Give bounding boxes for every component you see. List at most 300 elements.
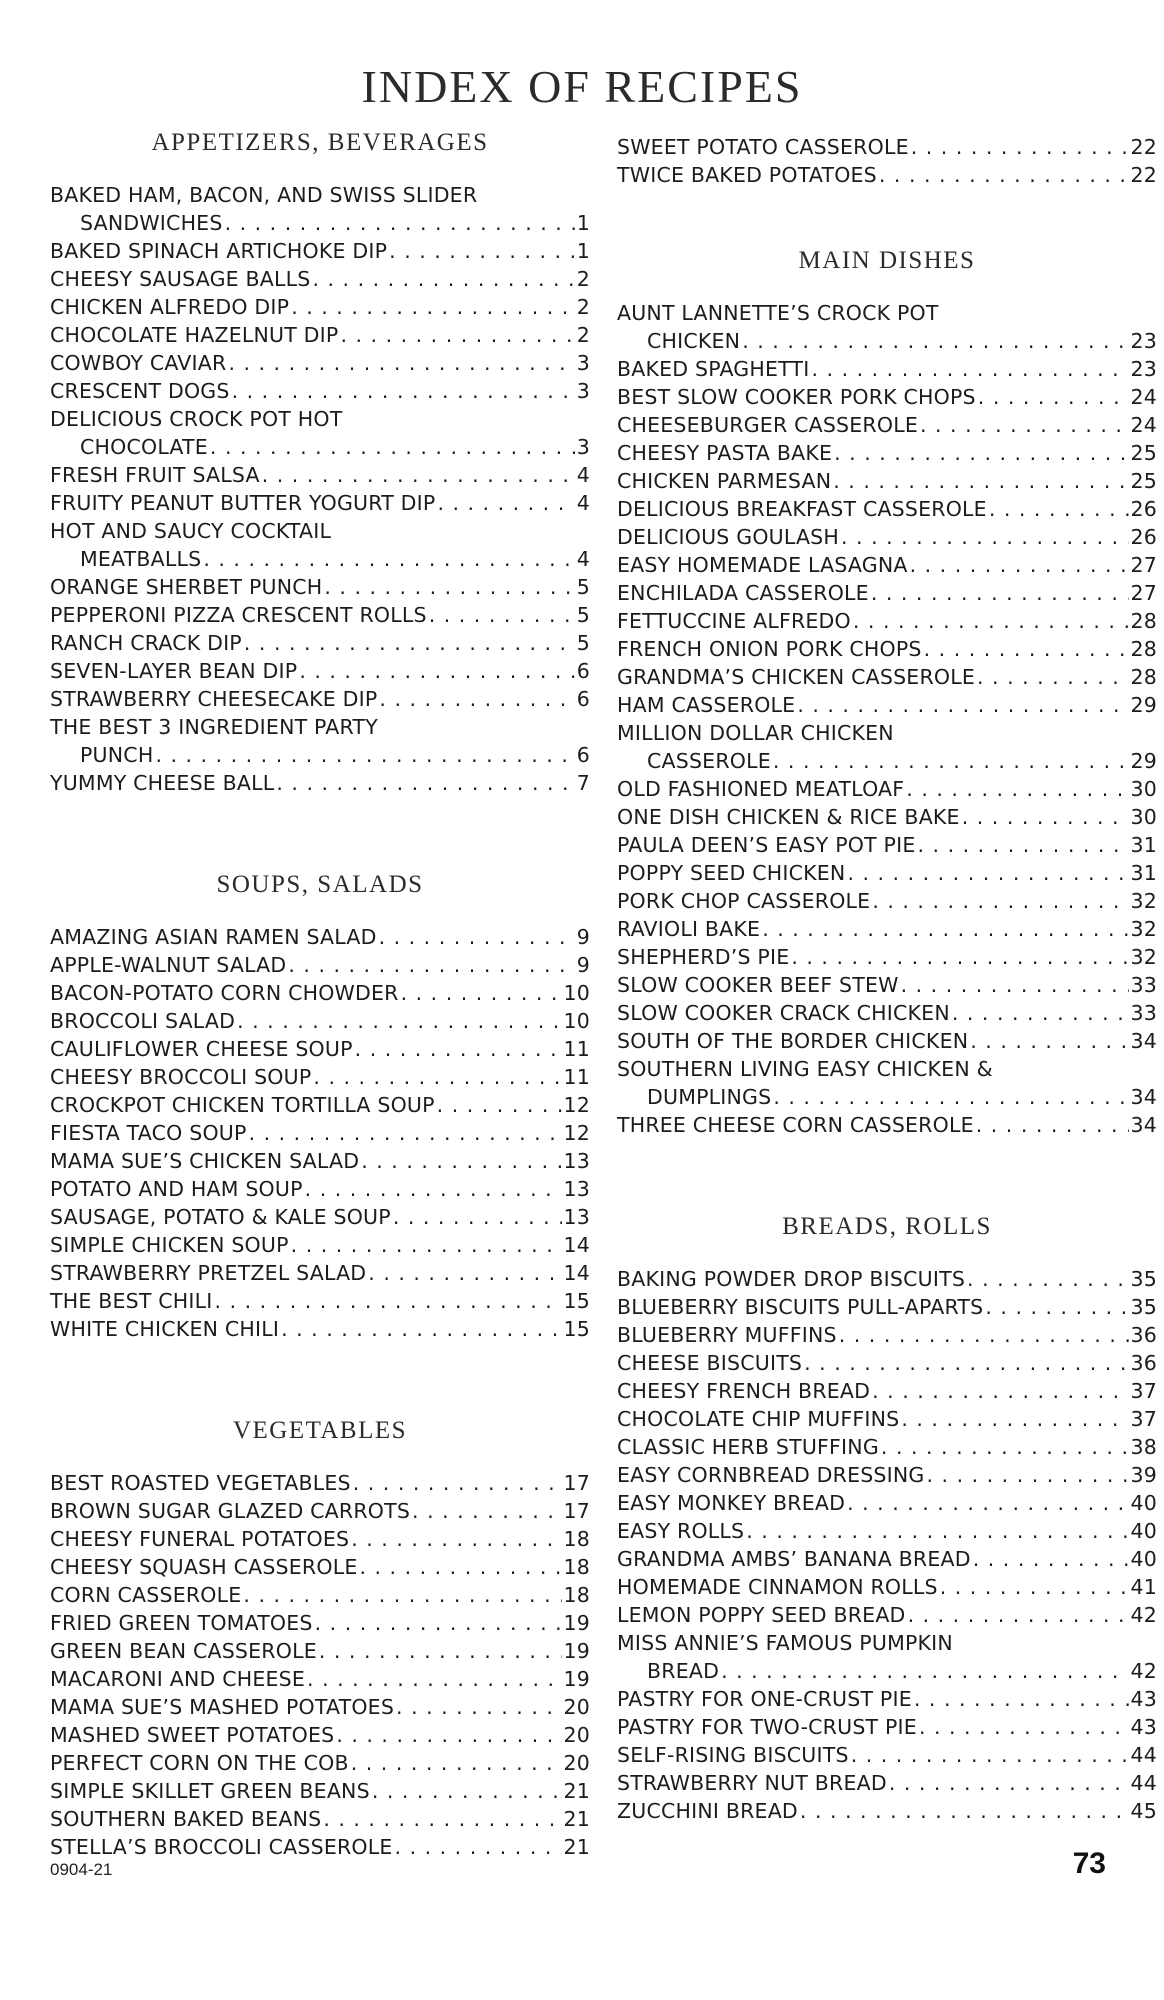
dot-leader <box>920 411 1129 439</box>
index-entry <box>617 161 1157 189</box>
dot-leader <box>847 859 1128 887</box>
index-entry <box>50 769 590 797</box>
index-entry <box>50 685 590 713</box>
index-entry <box>50 237 590 265</box>
entry-page-number: 7 <box>576 771 590 795</box>
dot-leader <box>323 1805 561 1833</box>
entry-page-number: 18 <box>563 1527 590 1551</box>
entry-page-number: 32 <box>1130 917 1157 941</box>
dot-leader <box>871 579 1129 607</box>
entry-page-number: 9 <box>576 953 590 977</box>
index-entry <box>50 1119 590 1147</box>
entry-name: ZUCCHINI BREAD <box>617 1799 798 1823</box>
dot-leader <box>361 1147 561 1175</box>
entry-page-number: 6 <box>576 659 590 683</box>
dot-leader <box>393 1203 562 1231</box>
dot-leader <box>291 1231 562 1259</box>
entry-page-number: 10 <box>563 1009 590 1033</box>
entry-name: CHICKEN ALFREDO DIP <box>50 295 290 319</box>
dot-leader <box>804 1349 1128 1377</box>
index-entry <box>50 1287 590 1315</box>
entry-page-number: 29 <box>1130 749 1157 773</box>
entry-name: SELF-RISING BISCUITS <box>617 1743 849 1767</box>
section-heading: MAIN DISHES <box>798 247 976 274</box>
entry-name: DELICIOUS BREAKFAST CASSEROLE <box>617 497 987 521</box>
entry-page-number: 25 <box>1130 441 1157 465</box>
entry-name: GRANDMA’S CHICKEN CASSEROLE <box>617 665 976 689</box>
entry-name: YUMMY CHEESE BALL <box>50 771 275 795</box>
entry-page-number: 35 <box>1130 1295 1157 1319</box>
entry-page-number: 43 <box>1130 1687 1157 1711</box>
entry-page-number: 32 <box>1130 945 1157 969</box>
index-entry <box>617 1517 1157 1545</box>
entry-page-number: 12 <box>563 1093 590 1117</box>
index-entry <box>617 1573 1157 1601</box>
entry-name: TWICE BAKED POTATOES <box>617 163 877 187</box>
entry-name: CRESCENT DOGS <box>50 379 230 403</box>
index-entry <box>50 923 590 951</box>
entry-list <box>50 181 590 797</box>
dot-leader <box>742 327 1128 355</box>
dot-leader <box>313 1063 561 1091</box>
entry-page-number: 11 <box>563 1065 590 1089</box>
entry-name: BAKED SPINACH ARTICHOKE DIP <box>50 239 388 263</box>
index-entry <box>617 551 1157 579</box>
index-entry <box>50 1749 590 1777</box>
dot-leader <box>396 1693 561 1721</box>
index-entry <box>50 1175 590 1203</box>
entry-name: CHEESY PASTA BAKE <box>617 441 833 465</box>
entry-page-number: 21 <box>563 1807 590 1831</box>
entry-name: OLD FASHIONED MEATLOAF <box>617 777 905 801</box>
entry-name: EASY CORNBREAD DRESSING <box>617 1463 925 1487</box>
section-appetizers-beverages <box>50 125 590 797</box>
entry-name: SOUTHERN BAKED BEANS <box>50 1807 322 1831</box>
entry-name: THREE CHEESE CORN CASSEROLE <box>617 1113 974 1137</box>
entry-name: FRESH FRUIT SALSA <box>50 463 260 487</box>
entry-page-number: 38 <box>1130 1435 1157 1459</box>
dot-leader <box>437 489 574 517</box>
entry-page-number: 20 <box>563 1695 590 1719</box>
entry-page-number: 41 <box>1130 1575 1157 1599</box>
entry-name: EASY ROLLS <box>617 1519 745 1543</box>
index-entry <box>50 1665 590 1693</box>
dot-leader <box>351 1749 562 1777</box>
entry-page-number: 20 <box>563 1723 590 1747</box>
dot-leader <box>307 1665 561 1693</box>
index-entry <box>50 601 590 629</box>
dot-leader <box>243 1581 561 1609</box>
index-entry <box>617 383 1157 411</box>
entry-name: BLUEBERRY BISCUITS PULL-APARTS <box>617 1295 984 1319</box>
entry-name: FRENCH ONION PORK CHOPS <box>617 637 922 661</box>
entry-page-number: 9 <box>576 925 590 949</box>
entry-page-number: 3 <box>576 435 590 459</box>
entry-page-number: 44 <box>1130 1743 1157 1767</box>
index-entry <box>50 181 590 237</box>
entry-name: CHEESEBURGER CASSEROLE <box>617 413 918 437</box>
dot-leader <box>773 747 1129 775</box>
section-heading: SOUPS, SALADS <box>216 871 424 898</box>
entry-page-number: 2 <box>576 323 590 347</box>
entry-name: CHICKEN <box>647 329 741 353</box>
section-vegetables <box>50 1413 590 1861</box>
entry-name: DUMPLINGS <box>647 1085 772 1109</box>
index-entry <box>617 133 1157 161</box>
entry-page-number: 22 <box>1130 135 1157 159</box>
entry-name: FRUITY PEANUT BUTTER YOGURT DIP <box>50 491 436 515</box>
index-entry <box>617 635 1157 663</box>
entry-name: GREEN BEAN CASSEROLE <box>50 1639 317 1663</box>
dot-leader <box>215 1287 562 1315</box>
index-entry <box>617 1405 1157 1433</box>
entry-name: BACON-POTATO CORN CHOWDER <box>50 981 399 1005</box>
entry-name: DELICIOUS GOULASH <box>617 525 840 549</box>
dot-leader <box>791 943 1128 971</box>
entry-name: ORANGE SHERBET PUNCH <box>50 575 323 599</box>
index-entry <box>50 657 590 685</box>
dot-leader <box>851 1741 1129 1769</box>
dot-leader <box>924 635 1129 663</box>
entry-name: CHEESY SAUSAGE BALLS <box>50 267 311 291</box>
entry-list <box>50 1469 590 1861</box>
entry-page-number: 18 <box>563 1555 590 1579</box>
entry-name: CASSEROLE <box>647 749 771 773</box>
index-entry <box>617 775 1157 803</box>
dot-leader <box>395 1833 562 1861</box>
entry-page-number: 3 <box>576 379 590 403</box>
entry-page-number: 19 <box>563 1639 590 1663</box>
entry-page-number: 24 <box>1130 385 1157 409</box>
dot-leader <box>812 355 1129 383</box>
entry-name: MACARONI AND CHEESE <box>50 1667 306 1691</box>
dot-leader <box>232 377 575 405</box>
entry-name: MEATBALLS <box>80 547 202 571</box>
entry-name: EASY HOMEMADE LASAGNA <box>617 553 908 577</box>
dot-leader <box>299 657 574 685</box>
index-entry <box>617 943 1157 971</box>
entry-page-number: 37 <box>1130 1407 1157 1431</box>
entry-title-line: MISS ANNIE’S FAMOUS PUMPKIN <box>617 1631 953 1655</box>
entry-name: BREAD <box>647 1659 720 1683</box>
entry-page-number: 27 <box>1130 553 1157 577</box>
dot-leader <box>910 551 1129 579</box>
dot-leader <box>762 915 1128 943</box>
dot-leader <box>914 1685 1129 1713</box>
entry-name: STRAWBERRY PRETZEL SALAD <box>50 1261 367 1285</box>
entry-name: CHEESE BISCUITS <box>617 1351 803 1375</box>
index-entry <box>617 915 1157 943</box>
entry-page-number: 18 <box>563 1583 590 1607</box>
entry-list-continued <box>617 133 1157 189</box>
entry-page-number: 17 <box>563 1499 590 1523</box>
dot-leader <box>368 1259 561 1287</box>
entry-name: RAVIOLI BAKE <box>617 917 761 941</box>
index-entry <box>617 1027 1157 1055</box>
entry-page-number: 40 <box>1130 1547 1157 1571</box>
entry-name: CHEESY SQUASH CASSEROLE <box>50 1555 358 1579</box>
entry-name: SIMPLE CHICKEN SOUP <box>50 1233 289 1257</box>
entry-page-number: 10 <box>563 981 590 1005</box>
dot-leader <box>839 1321 1129 1349</box>
index-entry <box>617 579 1157 607</box>
index-entry <box>617 1741 1157 1769</box>
entry-name: SANDWICHES <box>80 211 223 235</box>
entry-page-number: 1 <box>576 211 590 235</box>
dot-leader <box>276 769 574 797</box>
dot-leader <box>927 1461 1129 1489</box>
entry-title-line: DELICIOUS CROCK POT HOT <box>50 407 343 431</box>
dot-leader <box>351 1525 561 1553</box>
section-main-dishes <box>617 243 1157 1139</box>
entry-name: SEVEN-LAYER BEAN DIP <box>50 659 298 683</box>
index-entry <box>50 1609 590 1637</box>
entry-name: BAKED SPAGHETTI <box>617 357 810 381</box>
entry-name: CHICKEN PARMESAN <box>617 469 832 493</box>
entry-page-number: 13 <box>563 1177 590 1201</box>
dot-leader <box>305 1175 562 1203</box>
entry-name: POTATO AND HAM SOUP <box>50 1177 303 1201</box>
index-entry <box>617 887 1157 915</box>
entry-page-number: 35 <box>1130 1267 1157 1291</box>
entry-name: SOUTH OF THE BORDER CHICKEN <box>617 1029 969 1053</box>
entry-page-number: 26 <box>1130 525 1157 549</box>
entry-title-line: THE BEST 3 INGREDIENT PARTY <box>50 715 378 739</box>
entry-page-number: 4 <box>576 463 590 487</box>
entry-page-number: 31 <box>1130 833 1157 857</box>
entry-name: POPPY SEED CHICKEN <box>617 861 846 885</box>
section-heading: APPETIZERS, BEVERAGES <box>151 129 489 156</box>
right-column <box>617 133 1157 1825</box>
dot-leader <box>872 887 1128 915</box>
index-entry <box>617 1265 1157 1293</box>
dot-leader <box>372 1777 562 1805</box>
entry-page-number: 4 <box>576 491 590 515</box>
entry-name: COWBOY CAVIAR <box>50 351 227 375</box>
dot-leader <box>908 1601 1129 1629</box>
dot-leader <box>901 1405 1128 1433</box>
entry-page-number: 17 <box>563 1471 590 1495</box>
entry-page-number: 5 <box>576 631 590 655</box>
dot-leader <box>401 979 562 1007</box>
entry-page-number: 21 <box>563 1779 590 1803</box>
entry-page-number: 3 <box>576 351 590 375</box>
dot-leader <box>155 741 574 769</box>
entry-page-number: 6 <box>576 687 590 711</box>
entry-page-number: 44 <box>1130 1771 1157 1795</box>
entry-name: LEMON POPPY SEED BREAD <box>617 1603 906 1627</box>
dot-leader <box>210 433 575 461</box>
entry-name: PASTRY FOR TWO-CRUST PIE <box>617 1715 917 1739</box>
entry-page-number: 42 <box>1130 1659 1157 1683</box>
entry-page-number: 28 <box>1130 609 1157 633</box>
left-column <box>50 125 590 1861</box>
entry-page-number: 11 <box>563 1037 590 1061</box>
entry-page-number: 28 <box>1130 665 1157 689</box>
entry-page-number: 43 <box>1130 1715 1157 1739</box>
dot-leader <box>353 1469 562 1497</box>
index-entry <box>617 439 1157 467</box>
entry-page-number: 21 <box>563 1835 590 1859</box>
index-entry <box>617 1629 1157 1685</box>
index-entry <box>50 377 590 405</box>
entry-name: AMAZING ASIAN RAMEN SALAD <box>50 925 377 949</box>
entry-name: ENCHILADA CASSEROLE <box>617 581 869 605</box>
entry-name: CHEESY FRENCH BREAD <box>617 1379 871 1403</box>
entry-page-number: 14 <box>563 1233 590 1257</box>
dot-leader <box>919 1713 1129 1741</box>
index-entry <box>50 573 590 601</box>
section-heading: BREADS, ROLLS <box>782 1213 992 1240</box>
dot-leader <box>746 1517 1128 1545</box>
index-entry <box>50 1553 590 1581</box>
entry-name: ONE DISH CHICKEN & RICE BAKE <box>617 805 960 829</box>
index-entry <box>617 607 1157 635</box>
dot-leader <box>203 545 574 573</box>
entry-page-number: 20 <box>563 1751 590 1775</box>
entry-name: SWEET POTATO CASSEROLE <box>617 135 909 159</box>
dot-leader <box>291 293 575 321</box>
index-entry <box>617 299 1157 355</box>
index-entry <box>50 1581 590 1609</box>
entry-name: SIMPLE SKILLET GREEN BEANS <box>50 1779 370 1803</box>
dot-leader <box>336 1721 561 1749</box>
dot-leader <box>847 1489 1128 1517</box>
index-entry <box>617 1769 1157 1797</box>
entry-name: CORN CASSEROLE <box>50 1583 242 1607</box>
index-entry <box>50 1035 590 1063</box>
entry-page-number: 2 <box>576 295 590 319</box>
index-entry <box>617 411 1157 439</box>
dot-leader <box>978 383 1129 411</box>
entry-page-number: 19 <box>563 1611 590 1635</box>
entry-title-line: SOUTHERN LIVING EASY CHICKEN & <box>617 1057 993 1081</box>
entry-page-number: 40 <box>1130 1491 1157 1515</box>
dot-leader <box>906 775 1128 803</box>
dot-leader <box>225 209 575 237</box>
dot-leader <box>989 495 1129 523</box>
index-entry <box>50 265 590 293</box>
entry-page-number: 4 <box>576 547 590 571</box>
index-entry <box>617 1349 1157 1377</box>
section-breads-rolls <box>617 1209 1157 1825</box>
dot-leader <box>800 1797 1129 1825</box>
index-entry <box>617 859 1157 887</box>
dot-leader <box>834 439 1128 467</box>
dot-leader <box>237 1007 561 1035</box>
entry-list <box>617 1265 1157 1825</box>
dot-leader <box>977 663 1128 691</box>
index-entry <box>617 1321 1157 1349</box>
dot-leader <box>962 803 1129 831</box>
entry-page-number: 23 <box>1130 357 1157 381</box>
dot-leader <box>379 685 574 713</box>
dot-leader <box>244 629 575 657</box>
entry-name: PEPPERONI PIZZA CRESCENT ROLLS <box>50 603 427 627</box>
entry-name: HOMEMADE CINNAMON ROLLS <box>617 1575 938 1599</box>
dot-leader <box>249 1119 562 1147</box>
entry-page-number: 23 <box>1130 329 1157 353</box>
dot-leader <box>872 1377 1128 1405</box>
index-entry <box>50 349 590 377</box>
index-entry <box>50 1525 590 1553</box>
entry-page-number: 33 <box>1130 1001 1157 1025</box>
entry-name: CHEESY FUNERAL POTATOES <box>50 1527 350 1551</box>
entry-name: STRAWBERRY CHEESECAKE DIP <box>50 687 378 711</box>
entry-name: MAMA SUE’S CHICKEN SALAD <box>50 1149 360 1173</box>
entry-name: FRIED GREEN TOMATOES <box>50 1611 313 1635</box>
dot-leader <box>952 999 1129 1027</box>
entry-page-number: 25 <box>1130 469 1157 493</box>
page-number: 73 <box>1072 1847 1106 1880</box>
index-entry <box>617 719 1157 775</box>
dot-leader <box>412 1497 561 1525</box>
dot-leader <box>976 1111 1129 1139</box>
entry-page-number: 37 <box>1130 1379 1157 1403</box>
entry-name: CHOCOLATE <box>80 435 208 459</box>
entry-name: FIESTA TACO SOUP <box>50 1121 247 1145</box>
entry-page-number: 29 <box>1130 693 1157 717</box>
entry-name: CROCKPOT CHICKEN TORTILLA SOUP <box>50 1093 435 1117</box>
index-entry <box>50 713 590 769</box>
index-entry <box>617 1545 1157 1573</box>
entry-name: MASHED SWEET POTATOES <box>50 1723 335 1747</box>
entry-name: RANCH CRACK DIP <box>50 631 242 655</box>
entry-page-number: 13 <box>563 1205 590 1229</box>
index-entry <box>50 1315 590 1343</box>
index-entry <box>617 691 1157 719</box>
index-entry <box>50 1147 590 1175</box>
index-entry <box>617 1461 1157 1489</box>
entry-name: STRAWBERRY NUT BREAD <box>617 1771 887 1795</box>
entry-page-number: 19 <box>563 1667 590 1691</box>
dot-leader <box>881 1433 1129 1461</box>
entry-name: SAUSAGE, POTATO & KALE SOUP <box>50 1205 391 1229</box>
index-entry <box>617 1797 1157 1825</box>
dot-leader <box>262 461 575 489</box>
entry-page-number: 27 <box>1130 581 1157 605</box>
entry-page-number: 14 <box>563 1261 590 1285</box>
entry-page-number: 34 <box>1130 1085 1157 1109</box>
index-entry <box>617 803 1157 831</box>
entry-name: WHITE CHICKEN CHILI <box>50 1317 280 1341</box>
entry-name: BEST SLOW COOKER PORK CHOPS <box>617 385 976 409</box>
dot-leader <box>918 831 1129 859</box>
dot-leader <box>315 1609 562 1637</box>
entry-page-number: 34 <box>1130 1113 1157 1137</box>
index-entry <box>50 629 590 657</box>
index-entry <box>617 355 1157 383</box>
index-entry <box>50 1259 590 1287</box>
entry-name: APPLE-WALNUT SALAD <box>50 953 287 977</box>
index-entry <box>50 1805 590 1833</box>
dot-leader <box>340 321 574 349</box>
index-entry <box>617 1293 1157 1321</box>
entry-name: CHOCOLATE HAZELNUT DIP <box>50 323 339 347</box>
dot-leader <box>879 161 1129 189</box>
dot-leader <box>319 1637 562 1665</box>
entry-page-number: 32 <box>1130 889 1157 913</box>
dot-leader <box>940 1573 1129 1601</box>
index-entry <box>617 971 1157 999</box>
entry-name: PORK CHOP CASSEROLE <box>617 889 871 913</box>
entry-name: MAMA SUE’S MASHED POTATOES <box>50 1695 395 1719</box>
entry-page-number: 36 <box>1130 1351 1157 1375</box>
entry-page-number: 12 <box>563 1121 590 1145</box>
dot-leader <box>853 607 1129 635</box>
entry-name: THE BEST CHILI <box>50 1289 213 1313</box>
dot-leader <box>833 467 1128 495</box>
